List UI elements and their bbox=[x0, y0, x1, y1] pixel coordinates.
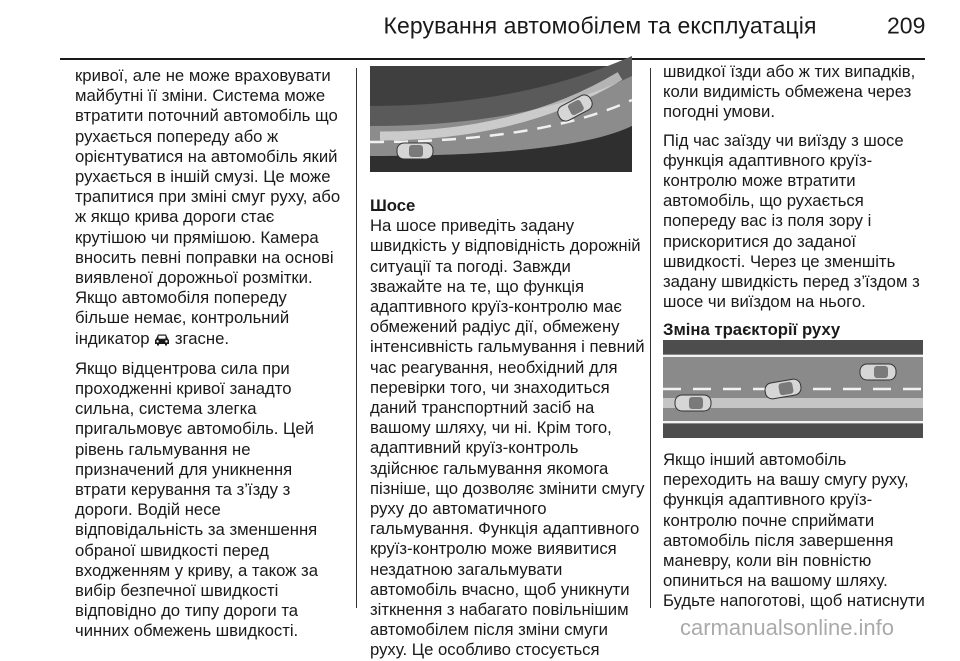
column-3-lower bbox=[663, 450, 928, 612]
column-divider-2 bbox=[650, 68, 651, 608]
column-divider-1 bbox=[356, 68, 357, 608]
paragraph: швидкої їзди або ж тих випадків, коли видимість обмежена через погодні умови. bbox=[663, 62, 916, 122]
figure-curved-road bbox=[370, 66, 632, 172]
car-front-icon bbox=[154, 331, 170, 351]
figure-lane-change bbox=[663, 340, 923, 438]
page-header bbox=[0, 0, 960, 52]
paragraph: Якщо інший автомобіль переходить на вашу смугу руху, функція адаптивного круїз-контролю почне сприймати автомобіль після завершення маневру, коли він повністю опиниться на вашому шляху. Будьте напоготові, щоб натиснути bbox=[663, 450, 925, 611]
column-3 bbox=[663, 62, 928, 369]
paragraph-text: кривої, але не може враховувати майбутні її зміни. Система може втратити поточний автомобіль що рухається попереду або ж орієнтуватися на автомобіль який рухається в іншій смузі. Це може трапитися при зміні смуг руху, або ж якщо крива дороги стає крутішою чи прямішою. Камера вносить певні поправки на основі виявленої дорожньої розмітки. Якщо автомобіля попереду більше немає, контрольний індикатор bbox=[75, 66, 341, 348]
subheading: Зміна траєкторії руху bbox=[663, 320, 841, 340]
paragraph bbox=[75, 66, 345, 351]
paragraph: На шосе приведіть задану швидкість у відповідність дорожній ситуації та погоді. Завжди зважайте на те, що функція адаптивного круїз-контролю має обмежений радіус дії, обмежену інтенсивність гальмування і певний час реагування, необхідний для перевірки того, чи знаходиться даний транспортний засіб на вашому шляху, чи ні. Крім того, адаптивний круїз-контроль здійснює гальмування якомога пізніше, що дозволяє змінити смугу руху до автоматичного гальмування. Функція адаптивного круїз-контролю може виявитися нездатною загальмувати автомобіль вчасно, щоб уникнути зіткнення з набагато повільнішим автомобілем після зміни смуги руху. Це особливо стосується bbox=[370, 216, 645, 660]
paragraph: Якщо відцентрова сила при проходженні кривої занадто сильна, система злегка пригальмовує автомобіль. Цей рівень гальмування не призначений для уникнення втрати керування та з’їзду з дороги. Водій несе відповідальність за зменшення обраної швидкості перед входженням у криву, а також за вибір безпечної швидкості відповідно до типу дороги та чинних обмежень швидкості. bbox=[75, 358, 318, 641]
paragraph: Під час заїзду чи виїзду з шосе функція адаптивного круїз-контролю може втратити автомобіль, що рухається попереду вас із поля зору і прискоритися до заданої швидкості. Через це зменшіть задану швидкість перед з’їздом з шосе чи виїздом на нього. bbox=[663, 130, 920, 312]
page-title: Керування автомобілем та експлуатація bbox=[383, 12, 817, 39]
column-1 bbox=[75, 66, 345, 650]
watermark: carmanualsonline.info bbox=[680, 615, 895, 640]
section-title: Шосе bbox=[370, 196, 416, 215]
page-number: 209 bbox=[887, 12, 926, 39]
column-2 bbox=[370, 190, 645, 661]
paragraph-text-end: згасне. bbox=[174, 328, 230, 348]
header-divider bbox=[60, 58, 925, 60]
